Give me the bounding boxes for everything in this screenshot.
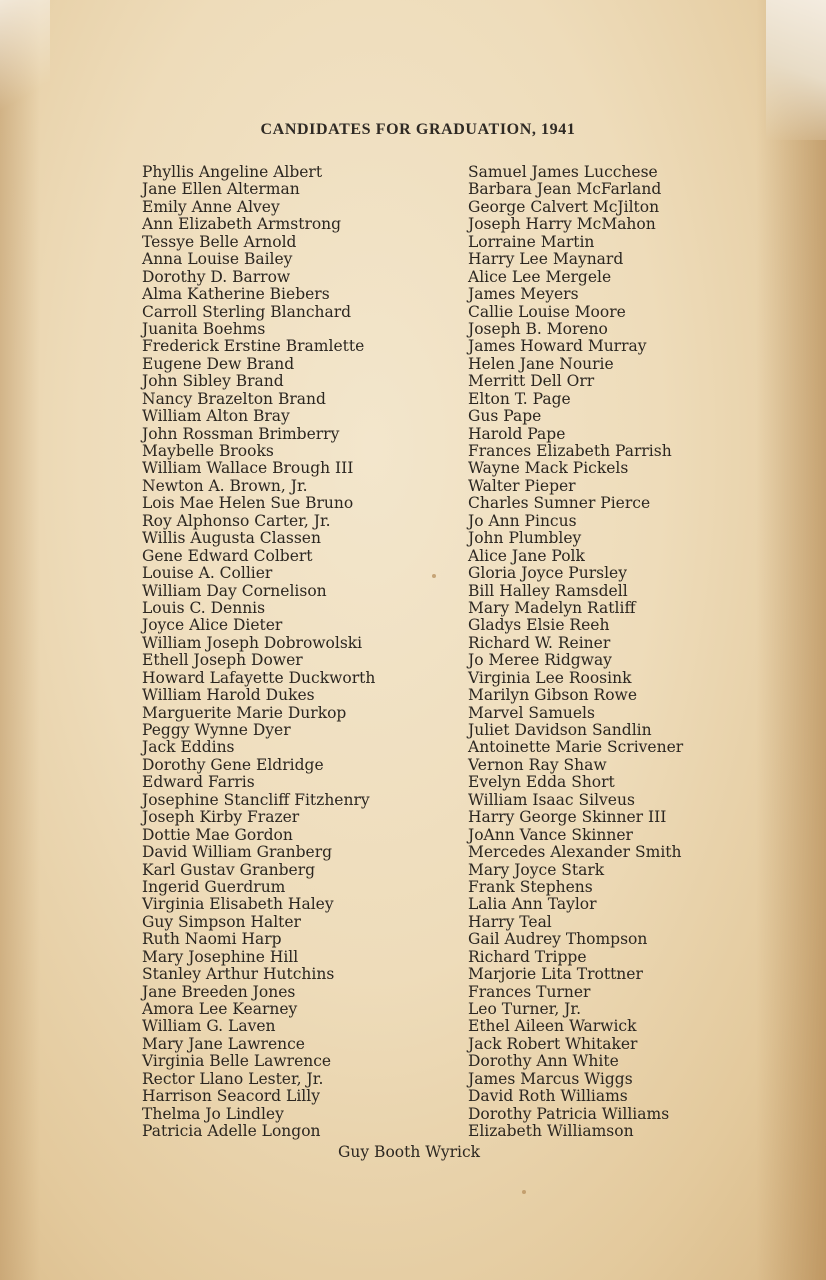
candidate-name: Patricia Adelle Longon [142,1122,321,1141]
paper-spot [432,574,436,578]
candidate-name: Merritt Dell Orr [468,372,595,391]
candidate-name: Nancy Brazelton Brand [142,389,326,408]
candidate-name: Jane Ellen Alterman [142,180,300,199]
candidate-name: Wayne Mack Pickels [468,459,629,478]
candidate-name: John Rossman Brimberry [142,424,340,443]
candidate-name: Maybelle Brooks [142,442,274,460]
candidate-name: Gail Audrey Thompson [468,930,648,949]
candidate-name: William Wallace Brough III [142,459,354,478]
candidate-name: Joseph Harry McMahon [468,215,656,234]
candidate-name: Joseph B. Moreno [468,319,608,338]
candidate-name: William Isaac Silveus [468,790,635,809]
candidate-name: David William Granberg [142,843,333,862]
candidate-name: Rector Llano Lester, Jr. [142,1069,324,1088]
candidate-name: Frederick Erstine Bramlette [142,337,365,356]
candidate-name: Juanita Boehms [142,319,266,338]
candidate-name: Dottie Mae Gordon [142,825,293,844]
candidate-name: Virginia Lee Roosink [468,668,632,687]
candidate-name: Amora Lee Kearney [142,1000,298,1018]
candidate-name: Frances Turner [468,982,591,1001]
candidate-name: Dorothy Patricia Williams [468,1104,670,1123]
candidate-name: Tessye Belle Arnold [142,232,297,251]
candidate-name: Richard Trippe [468,947,587,966]
candidate-name: Mercedes Alexander Smith [468,843,682,862]
candidate-name: Barbara Jean McFarland [468,180,662,199]
candidate-name: Josephine Stancliff Fitzhenry [142,790,370,809]
candidate-name: Roy Alphonso Carter, Jr. [142,511,331,530]
candidate-name: Willis Augusta Classen [142,529,321,548]
candidate-name: Joyce Alice Dieter [142,616,283,635]
candidate-name: Richard W. Reiner [468,633,611,652]
candidate-name: Dorothy Ann White [468,1052,619,1071]
candidate-name: Antoinette Marie Scrivener [468,738,684,757]
candidate-name: Harrison Seacord Lilly [142,1087,320,1106]
candidate-name: Alice Jane Polk [468,546,585,565]
candidate-name: James Marcus Wiggs [468,1069,633,1088]
candidate-name: Guy Simpson Halter [142,912,301,931]
candidate-name: Vernon Ray Shaw [468,755,607,774]
candidate-name: Mary Madelyn Ratliff [468,598,636,617]
candidate-name: Mary Jane Lawrence [142,1034,305,1053]
candidate-name: William Joseph Dobrowolski [142,633,363,652]
candidate-name: Leo Turner, Jr. [468,1000,582,1018]
candidate-name: John Sibley Brand [142,372,284,391]
candidates-list-right [468,164,683,1141]
candidate-name: Lalia Ann Taylor [468,895,597,914]
candidate-name: David Roth Williams [468,1087,628,1106]
candidate-name: Frank Stephens [468,877,593,896]
candidate-name: Jo Ann Pincus [468,511,577,530]
candidate-name: Anna Louise Bailey [142,250,293,269]
page-edge-shadow-right [756,0,826,1280]
candidate-name: Newton A. Brown, Jr. [142,476,308,495]
candidate-name: Lorraine Martin [468,232,595,251]
paper-spot [522,1190,526,1194]
candidate-name: Elton T. Page [468,389,571,408]
candidate-name: Lois Mae Helen Sue Bruno [142,494,354,513]
candidate-name: Alice Lee Mergele [468,267,612,286]
candidate-name: Louis C. Dennis [142,598,266,617]
candidate-name: John Plumbley [468,529,582,548]
candidate-name: Virginia Belle Lawrence [142,1052,332,1071]
candidate-name: Peggy Wynne Dyer [142,721,291,739]
candidate-name: Dorothy D. Barrow [142,267,291,286]
candidate-name: Louise A. Collier [142,564,273,583]
final-candidate-name: Guy Booth Wyrick [338,1143,481,1161]
candidate-name: Charles Sumner Pierce [468,494,651,513]
candidate-name: Alma Katherine Biebers [142,285,330,304]
candidate-name: Ruth Naomi Harp [142,930,282,949]
page-edge-shadow-left [0,0,40,1280]
candidate-name: Gloria Joyce Pursley [468,564,627,583]
candidate-name: Howard Lafayette Duckworth [142,668,376,687]
candidates-list-left [142,164,375,1141]
candidate-name: William G. Laven [142,1017,276,1036]
candidate-name: William Alton Bray [142,407,290,426]
candidate-name: Stanley Arthur Hutchins [142,965,335,984]
candidate-name: Helen Jane Nourie [468,354,614,373]
candidate-name: Dorothy Gene Eldridge [142,755,324,774]
candidate-name: Marjorie Lita Trottner [468,965,643,984]
candidate-name: Karl Gustav Granberg [142,860,316,879]
candidate-name: Jack Robert Whitaker [468,1034,638,1053]
candidate-name: Walter Pieper [468,476,576,495]
candidate-name: Edward Farris [142,773,255,792]
candidate-name: Gene Edward Colbert [142,546,313,565]
candidate-name: Phyllis Angeline Albert [142,163,323,181]
candidate-name: Mary Joyce Stark [468,860,605,879]
candidate-name: Ethell Joseph Dower [142,651,303,670]
candidate-name: Carroll Sterling Blanchard [142,302,352,321]
candidate-name: JoAnn Vance Skinner [468,825,633,844]
candidate-name: Gus Pape [468,407,542,426]
candidate-name: Juliet Davidson Sandlin [468,721,652,739]
candidate-name: Evelyn Edda Short [468,773,615,792]
candidate-name: Thelma Jo Lindley [142,1104,284,1123]
candidate-name: James Meyers [468,285,579,304]
candidate-name: Gladys Elsie Reeh [468,616,610,635]
torn-corner-top-right [766,0,826,140]
candidate-name: Harold Pape [468,424,566,443]
page-title: CANDIDATES FOR GRADUATION, 1941 [260,121,576,138]
candidate-name: Jack Eddins [142,738,235,757]
candidate-name: James Howard Murray [468,337,647,356]
candidate-name: Virginia Elisabeth Haley [142,895,334,914]
candidate-name: Ingerid Guerdrum [142,877,286,896]
candidate-name: Marilyn Gibson Rowe [468,686,638,705]
candidate-name: William Harold Dukes [142,686,315,705]
candidate-name: Harry Teal [468,912,552,931]
torn-corner-top-left [0,0,50,110]
candidate-name: Elizabeth Williamson [468,1122,634,1141]
candidate-name: Emily Anne Alvey [142,197,280,216]
candidate-name: Ann Elizabeth Armstrong [142,215,342,234]
candidate-name: Marvel Samuels [468,703,595,722]
candidate-name: Frances Elizabeth Parrish [468,442,672,460]
candidate-name: Harry Lee Maynard [468,250,624,269]
candidate-name: Joseph Kirby Frazer [142,808,300,827]
candidate-name: Marguerite Marie Durkop [142,703,347,722]
candidate-name: Ethel Aileen Warwick [468,1017,637,1036]
candidate-name: Eugene Dew Brand [142,354,295,373]
candidate-name: Jo Meree Ridgway [468,651,612,670]
candidate-name: Harry George Skinner III [468,808,667,827]
candidate-name: Bill Halley Ramsdell [468,581,628,600]
candidate-name: Jane Breeden Jones [142,982,296,1001]
candidate-name: William Day Cornelison [142,581,327,600]
candidate-name: Mary Josephine Hill [142,947,299,966]
candidate-name: George Calvert McJilton [468,197,660,216]
candidate-name: Samuel James Lucchese [468,163,658,181]
candidate-name: Callie Louise Moore [468,302,626,321]
